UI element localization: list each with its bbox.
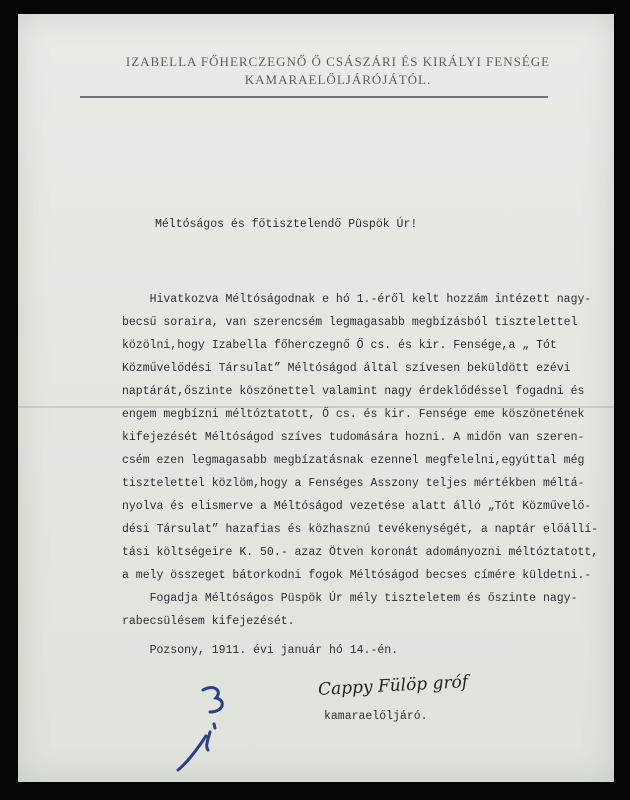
body-line: becsű soraira, van szerencsém legmagasabb megbízásból tisztelettel: [122, 316, 578, 329]
body-line: a mely összeget bátorkodni fogok Méltóságod becses címére küldetni.-: [122, 569, 592, 582]
pencil-annotation-mark: [168, 678, 258, 778]
body-line: közölni,hogy Izabella főherczegnő Ő cs. és kir. Fensége,a „ Tót: [122, 339, 557, 352]
letter-paper: [18, 14, 614, 782]
body-line: kifejezését Méltóságod szíves tudomására hozni. A midőn van szeren-: [122, 431, 585, 444]
signature-title: kamaraelőljáró.: [324, 710, 428, 723]
body-line: Fogadja Méltóságos Püspök Úr mély tiszteletem és őszinte nagy-: [122, 592, 578, 605]
handwritten-signature: Cappy Fülöp gróf: [317, 672, 469, 700]
body-line: tási költségeire K. 50.- azaz Ötven koronát adományozni méltóztatott,: [122, 546, 599, 559]
body-line: rabecsülésem kifejezését.: [122, 615, 295, 628]
letterhead-line-1: IZABELLA FŐHERCZEGNŐ Ő CSÁSZÁRI ÉS KIRÁLYI FENSÉGE: [125, 54, 551, 69]
body-line: Hivatkozva Méltóságodnak e hó 1.-éről kelt hozzám intézett nagy-: [122, 293, 592, 306]
letterhead-line-2: KAMARAELŐLJÁRÓJÁTÓL.: [244, 72, 432, 87]
body-line: Közművelődési Társulat” Méltóságod által szívesen beküldött ezévi: [122, 362, 571, 375]
body-line: engem megbízni méltóztatott, Ő cs. és kir. Fensége eme köszönetének: [122, 408, 585, 421]
letterhead-rule: [80, 96, 548, 98]
body-line: tisztelettel közlöm,hogy a Fenséges Asszony teljes mértékben méltá-: [122, 477, 585, 490]
body-line: nyolva és elismerve a Méltóságod vezetése alatt álló „Tót Közművelő-: [122, 500, 592, 513]
body-line: dési Társulat” hazafias és közhasznú tevékenységét, a naptár előállí-: [122, 523, 599, 536]
body-line: csém ezen legmagasabb megbízatásnak ezennel megfelelni,egyúttal még: [122, 454, 585, 467]
date-line: Pozsony, 1911. évi január hó 14.-én.: [122, 644, 399, 657]
salutation: Méltóságos és főtisztelendő Püspök Úr!: [155, 218, 418, 231]
body-line: naptárát,őszinte köszönettel valamint nagy érdeklődéssel fogadni és: [122, 385, 585, 398]
